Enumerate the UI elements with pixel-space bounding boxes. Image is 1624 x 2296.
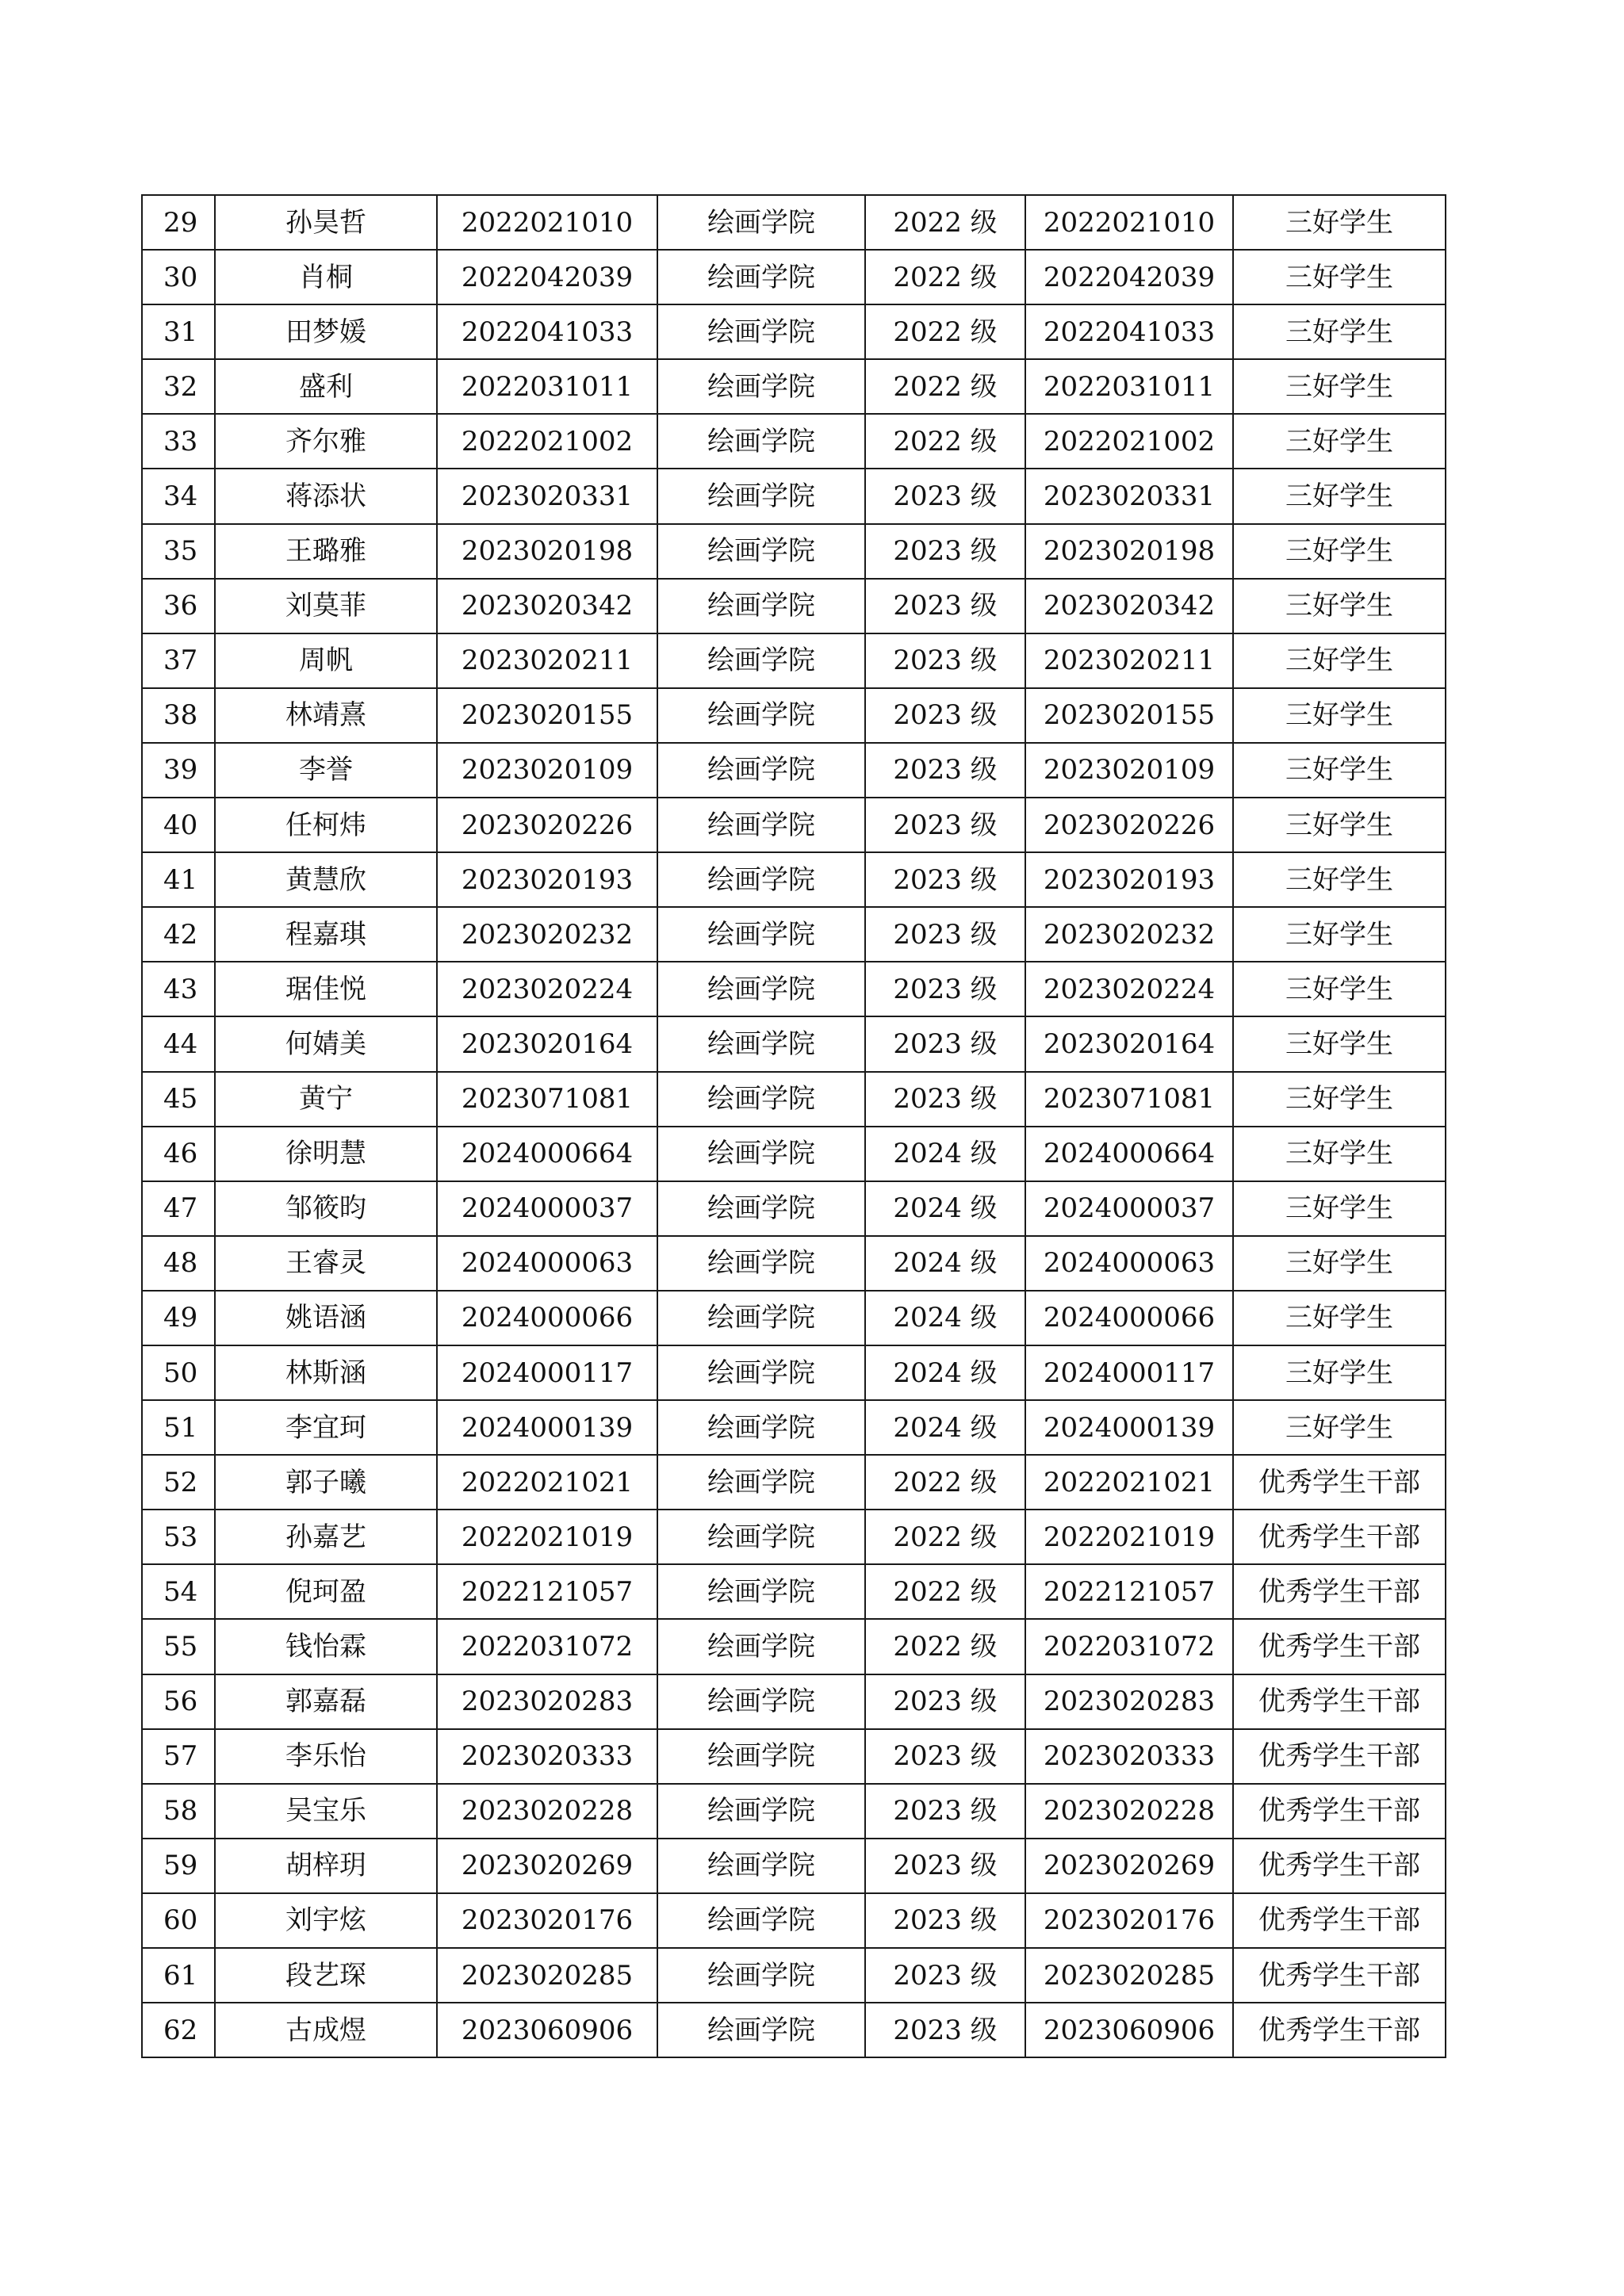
student-id-cell: 2023060906 [437,2003,657,2057]
college-cell: 绘画学院 [657,1127,865,1181]
student-id-cell: 2022121057 [437,1564,657,1619]
award-title-cell: 三好学生 [1233,852,1446,907]
student-id-cell: 2023020283 [437,1674,657,1729]
student-id-cell: 2024000066 [437,1291,657,1345]
row-number-cell: 30 [142,250,215,304]
award-title-cell: 三好学生 [1233,798,1446,852]
row-number-cell: 32 [142,359,215,414]
row-number-cell: 51 [142,1400,215,1455]
table-row [142,688,1446,743]
student-id-cell: 2022021010 [437,195,657,250]
table-row [142,1839,1446,1893]
row-number-cell: 57 [142,1729,215,1784]
grade-year-cell: 2023 级 [865,907,1025,962]
grade-year-cell: 2023 级 [865,2003,1025,2057]
table-row [142,1784,1446,1839]
award-title-cell: 优秀学生干部 [1233,2003,1446,2057]
student-id-cell: 2024000063 [437,1236,657,1291]
table-row [142,1127,1446,1181]
college-cell: 绘画学院 [657,962,865,1016]
award-title-cell: 三好学生 [1233,688,1446,743]
college-cell: 绘画学院 [657,1016,865,1071]
college-cell: 绘画学院 [657,250,865,304]
student-number-cell: 2022021021 [1025,1455,1233,1510]
row-number-cell: 52 [142,1455,215,1510]
row-number-cell: 42 [142,907,215,962]
grade-year-cell: 2024 级 [865,1236,1025,1291]
student-id-cell: 2023020331 [437,469,657,523]
student-name-cell: 王璐雅 [215,524,437,579]
student-name-cell: 何婧美 [215,1016,437,1071]
student-name-cell: 肖桐 [215,250,437,304]
table-row [142,1236,1446,1291]
grade-year-cell: 2023 级 [865,852,1025,907]
student-id-cell: 2022021002 [437,414,657,469]
student-number-cell: 2023020285 [1025,1948,1233,2003]
award-title-cell: 优秀学生干部 [1233,1674,1446,1729]
grade-year-cell: 2023 级 [865,1016,1025,1071]
row-number-cell: 60 [142,1893,215,1948]
student-number-cell: 2023020269 [1025,1839,1233,1893]
student-number-cell: 2023020331 [1025,469,1233,523]
student-number-cell: 2023020109 [1025,743,1233,798]
student-number-cell: 2023020232 [1025,907,1233,962]
student-number-cell: 2023020224 [1025,962,1233,1016]
student-name-cell: 郭子曦 [215,1455,437,1510]
row-number-cell: 36 [142,579,215,633]
table-row [142,1510,1446,1564]
award-title-cell: 三好学生 [1233,1291,1446,1345]
table-row [142,1564,1446,1619]
grade-year-cell: 2024 级 [865,1291,1025,1345]
student-number-cell: 2023020283 [1025,1674,1233,1729]
grade-year-cell: 2024 级 [865,1400,1025,1455]
student-number-cell: 2022031011 [1025,359,1233,414]
student-id-cell: 2023020269 [437,1839,657,1893]
student-name-cell: 齐尔雅 [215,414,437,469]
student-name-cell: 林靖熹 [215,688,437,743]
row-number-cell: 54 [142,1564,215,1619]
student-id-cell: 2023020226 [437,798,657,852]
student-number-cell: 2022041033 [1025,304,1233,359]
award-title-cell: 三好学生 [1233,579,1446,633]
college-cell: 绘画学院 [657,1291,865,1345]
college-cell: 绘画学院 [657,1072,865,1127]
student-number-cell: 2022021019 [1025,1510,1233,1564]
row-number-cell: 58 [142,1784,215,1839]
award-title-cell: 三好学生 [1233,907,1446,962]
table-row [142,1948,1446,2003]
student-number-cell: 2023020211 [1025,633,1233,688]
student-id-cell: 2022021019 [437,1510,657,1564]
row-number-cell: 37 [142,633,215,688]
college-cell: 绘画学院 [657,1839,865,1893]
table-row [142,469,1446,523]
student-name-cell: 林斯涵 [215,1345,437,1400]
college-cell: 绘画学院 [657,304,865,359]
student-number-cell: 2023020342 [1025,579,1233,633]
student-name-cell: 王睿灵 [215,1236,437,1291]
table-row [142,195,1446,250]
student-name-cell: 徐明慧 [215,1127,437,1181]
college-cell: 绘画学院 [657,852,865,907]
student-id-cell: 2023020193 [437,852,657,907]
college-cell: 绘画学院 [657,1510,865,1564]
student-name-cell: 琚佳悦 [215,962,437,1016]
grade-year-cell: 2024 级 [865,1345,1025,1400]
table-row [142,1181,1446,1236]
student-name-cell: 程嘉琪 [215,907,437,962]
student-name-cell: 李宜珂 [215,1400,437,1455]
student-name-cell: 刘莫菲 [215,579,437,633]
row-number-cell: 44 [142,1016,215,1071]
student-name-cell: 周帆 [215,633,437,688]
college-cell: 绘画学院 [657,907,865,962]
student-id-cell: 2022042039 [437,250,657,304]
college-cell: 绘画学院 [657,195,865,250]
student-number-cell: 2022021010 [1025,195,1233,250]
row-number-cell: 48 [142,1236,215,1291]
student-id-cell: 2022031011 [437,359,657,414]
table-row [142,1291,1446,1345]
student-number-cell: 2024000139 [1025,1400,1233,1455]
college-cell: 绘画学院 [657,1674,865,1729]
row-number-cell: 46 [142,1127,215,1181]
grade-year-cell: 2023 级 [865,962,1025,1016]
student-number-cell: 2024000117 [1025,1345,1233,1400]
grade-year-cell: 2022 级 [865,359,1025,414]
grade-year-cell: 2022 级 [865,304,1025,359]
student-name-cell: 钱怡霖 [215,1619,437,1674]
award-title-cell: 三好学生 [1233,414,1446,469]
student-name-cell: 刘宇炫 [215,1893,437,1948]
student-name-cell: 李乐怡 [215,1729,437,1784]
award-title-cell: 三好学生 [1233,304,1446,359]
grade-year-cell: 2022 级 [865,1564,1025,1619]
grade-year-cell: 2023 级 [865,688,1025,743]
student-number-cell: 2022042039 [1025,250,1233,304]
row-number-cell: 38 [142,688,215,743]
grade-year-cell: 2022 级 [865,1510,1025,1564]
student-number-cell: 2022021002 [1025,414,1233,469]
grade-year-cell: 2024 级 [865,1181,1025,1236]
student-name-cell: 胡梓玥 [215,1839,437,1893]
grade-year-cell: 2023 级 [865,1948,1025,2003]
student-id-cell: 2023020285 [437,1948,657,2003]
award-title-cell: 优秀学生干部 [1233,1619,1446,1674]
table-body [142,195,1446,2057]
student-name-cell: 倪珂盈 [215,1564,437,1619]
table-row [142,2003,1446,2057]
table-row [142,1016,1446,1071]
college-cell: 绘画学院 [657,1564,865,1619]
student-name-cell: 任柯炜 [215,798,437,852]
row-number-cell: 29 [142,195,215,250]
award-title-cell: 三好学生 [1233,1072,1446,1127]
row-number-cell: 47 [142,1181,215,1236]
award-title-cell: 三好学生 [1233,1236,1446,1291]
college-cell: 绘画学院 [657,688,865,743]
student-name-cell: 郭嘉磊 [215,1674,437,1729]
table-row [142,633,1446,688]
student-number-cell: 2023020164 [1025,1016,1233,1071]
college-cell: 绘画学院 [657,359,865,414]
college-cell: 绘画学院 [657,1345,865,1400]
student-number-cell: 2024000664 [1025,1127,1233,1181]
college-cell: 绘画学院 [657,1784,865,1839]
student-name-cell: 盛利 [215,359,437,414]
student-name-cell: 古成煜 [215,2003,437,2057]
student-number-cell: 2023020176 [1025,1893,1233,1948]
table-row [142,852,1446,907]
row-number-cell: 45 [142,1072,215,1127]
student-number-cell: 2023020333 [1025,1729,1233,1784]
grade-year-cell: 2023 级 [865,798,1025,852]
row-number-cell: 40 [142,798,215,852]
student-id-cell: 2023020155 [437,688,657,743]
row-number-cell: 61 [142,1948,215,2003]
student-name-cell: 孙昊哲 [215,195,437,250]
award-title-cell: 优秀学生干部 [1233,1948,1446,2003]
table-row [142,414,1446,469]
student-id-cell: 2023020211 [437,633,657,688]
student-number-cell: 2024000063 [1025,1236,1233,1291]
college-cell: 绘画学院 [657,1455,865,1510]
table-row [142,798,1446,852]
college-cell: 绘画学院 [657,1400,865,1455]
row-number-cell: 62 [142,2003,215,2057]
grade-year-cell: 2023 级 [865,1839,1025,1893]
student-number-cell: 2024000037 [1025,1181,1233,1236]
award-title-cell: 三好学生 [1233,1127,1446,1181]
award-title-cell: 三好学生 [1233,1345,1446,1400]
table-row [142,962,1446,1016]
student-id-cell: 2023020198 [437,524,657,579]
college-cell: 绘画学院 [657,743,865,798]
student-name-cell: 黄慧欣 [215,852,437,907]
grade-year-cell: 2023 级 [865,1674,1025,1729]
student-id-cell: 2024000664 [437,1127,657,1181]
college-cell: 绘画学院 [657,469,865,523]
grade-year-cell: 2023 级 [865,469,1025,523]
award-title-cell: 三好学生 [1233,469,1446,523]
grade-year-cell: 2023 级 [865,1729,1025,1784]
student-name-cell: 李誉 [215,743,437,798]
award-title-cell: 三好学生 [1233,1400,1446,1455]
student-name-cell: 段艺琛 [215,1948,437,2003]
grade-year-cell: 2022 级 [865,250,1025,304]
college-cell: 绘画学院 [657,1619,865,1674]
award-title-cell: 三好学生 [1233,524,1446,579]
grade-year-cell: 2024 级 [865,1127,1025,1181]
grade-year-cell: 2023 级 [865,1072,1025,1127]
award-title-cell: 三好学生 [1233,250,1446,304]
award-title-cell: 三好学生 [1233,743,1446,798]
student-name-cell: 蒋添状 [215,469,437,523]
student-id-cell: 2023020342 [437,579,657,633]
award-title-cell: 三好学生 [1233,359,1446,414]
table-row [142,1674,1446,1729]
student-name-cell: 姚语涵 [215,1291,437,1345]
college-cell: 绘画学院 [657,414,865,469]
student-number-cell: 2024000066 [1025,1291,1233,1345]
table-row [142,250,1446,304]
student-number-cell: 2023060906 [1025,2003,1233,2057]
grade-year-cell: 2023 级 [865,633,1025,688]
college-cell: 绘画学院 [657,633,865,688]
college-cell: 绘画学院 [657,1236,865,1291]
row-number-cell: 39 [142,743,215,798]
table-row [142,359,1446,414]
table-row [142,579,1446,633]
student-id-cell: 2022041033 [437,304,657,359]
student-number-cell: 2023071081 [1025,1072,1233,1127]
student-name-cell: 邹筱昀 [215,1181,437,1236]
grade-year-cell: 2023 级 [865,1893,1025,1948]
table-row [142,1729,1446,1784]
college-cell: 绘画学院 [657,579,865,633]
grade-year-cell: 2022 级 [865,414,1025,469]
student-number-cell: 2023020155 [1025,688,1233,743]
row-number-cell: 50 [142,1345,215,1400]
student-id-cell: 2023020224 [437,962,657,1016]
grade-year-cell: 2023 级 [865,579,1025,633]
row-number-cell: 35 [142,524,215,579]
student-name-cell: 田梦媛 [215,304,437,359]
student-id-cell: 2023071081 [437,1072,657,1127]
student-number-cell: 2022121057 [1025,1564,1233,1619]
student-number-cell: 2023020228 [1025,1784,1233,1839]
grade-year-cell: 2022 级 [865,1619,1025,1674]
row-number-cell: 55 [142,1619,215,1674]
college-cell: 绘画学院 [657,2003,865,2057]
award-title-cell: 优秀学生干部 [1233,1893,1446,1948]
award-title-cell: 优秀学生干部 [1233,1729,1446,1784]
student-name-cell: 黄宁 [215,1072,437,1127]
row-number-cell: 31 [142,304,215,359]
award-title-cell: 优秀学生干部 [1233,1455,1446,1510]
row-number-cell: 53 [142,1510,215,1564]
student-number-cell: 2023020226 [1025,798,1233,852]
student-id-cell: 2024000117 [437,1345,657,1400]
award-list-table [141,194,1446,2058]
table-row [142,1345,1446,1400]
table-row [142,1455,1446,1510]
row-number-cell: 34 [142,469,215,523]
table-row [142,1619,1446,1674]
college-cell: 绘画学院 [657,798,865,852]
student-id-cell: 2024000037 [437,1181,657,1236]
student-id-cell: 2023020176 [437,1893,657,1948]
award-title-cell: 三好学生 [1233,633,1446,688]
student-id-cell: 2024000139 [437,1400,657,1455]
student-name-cell: 孙嘉艺 [215,1510,437,1564]
row-number-cell: 49 [142,1291,215,1345]
award-title-cell: 三好学生 [1233,195,1446,250]
row-number-cell: 43 [142,962,215,1016]
award-title-cell: 优秀学生干部 [1233,1510,1446,1564]
table-row [142,907,1446,962]
table-row [142,743,1446,798]
award-title-cell: 优秀学生干部 [1233,1839,1446,1893]
row-number-cell: 33 [142,414,215,469]
college-cell: 绘画学院 [657,1181,865,1236]
award-title-cell: 三好学生 [1233,962,1446,1016]
award-title-cell: 优秀学生干部 [1233,1564,1446,1619]
table-row [142,1400,1446,1455]
college-cell: 绘画学院 [657,524,865,579]
table-row [142,1893,1446,1948]
row-number-cell: 56 [142,1674,215,1729]
student-id-cell: 2023020109 [437,743,657,798]
student-id-cell: 2023020232 [437,907,657,962]
student-number-cell: 2023020193 [1025,852,1233,907]
college-cell: 绘画学院 [657,1893,865,1948]
grade-year-cell: 2023 级 [865,524,1025,579]
student-id-cell: 2023020164 [437,1016,657,1071]
student-id-cell: 2022021021 [437,1455,657,1510]
award-title-cell: 三好学生 [1233,1016,1446,1071]
grade-year-cell: 2023 级 [865,1784,1025,1839]
row-number-cell: 41 [142,852,215,907]
student-id-cell: 2023020228 [437,1784,657,1839]
student-number-cell: 2023020198 [1025,524,1233,579]
grade-year-cell: 2022 级 [865,195,1025,250]
college-cell: 绘画学院 [657,1729,865,1784]
student-id-cell: 2022031072 [437,1619,657,1674]
award-title-cell: 三好学生 [1233,1181,1446,1236]
grade-year-cell: 2022 级 [865,1455,1025,1510]
row-number-cell: 59 [142,1839,215,1893]
student-name-cell: 吴宝乐 [215,1784,437,1839]
grade-year-cell: 2023 级 [865,743,1025,798]
table-row [142,1072,1446,1127]
award-title-cell: 优秀学生干部 [1233,1784,1446,1839]
student-id-cell: 2023020333 [437,1729,657,1784]
table-row [142,304,1446,359]
college-cell: 绘画学院 [657,1948,865,2003]
student-number-cell: 2022031072 [1025,1619,1233,1674]
table-row [142,524,1446,579]
